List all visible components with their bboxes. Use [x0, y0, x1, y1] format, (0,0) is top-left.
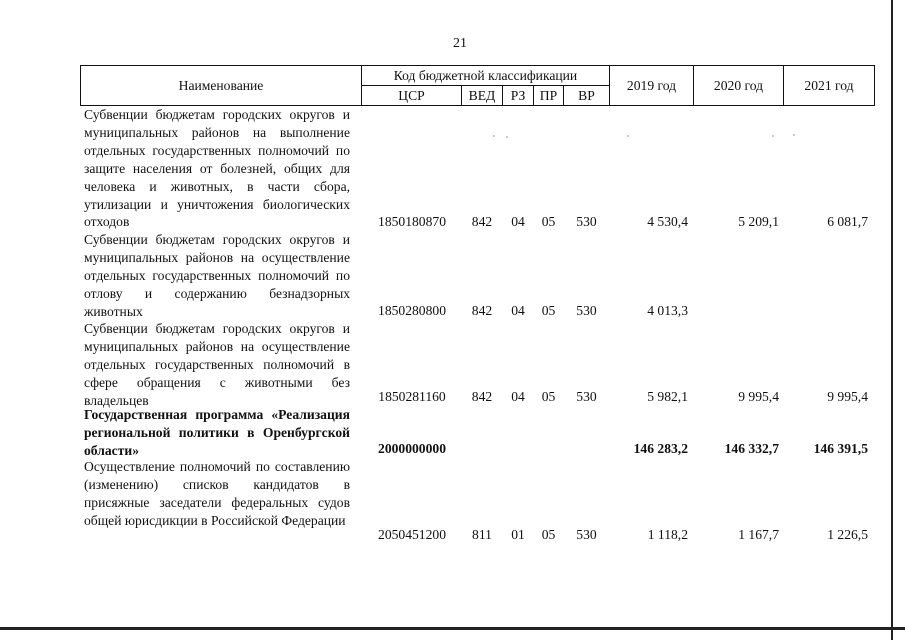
scan-speck	[793, 134, 795, 136]
row-3-pr: 05	[541, 389, 556, 404]
row-1-vr: 530	[576, 214, 597, 229]
row-2-name: Субвенции бюджетам городских округов и муниципальных районов на осуществление отдельных государственных полномочий по отлову и содержанию безнадзорных животных	[84, 232, 350, 319]
row-1-name: Субвенции бюджетам городских округов и муниципальных районов на выполнение отдельных государственных полномочий по защите населения от болезней, общих для человека и животных, в части сбора, утилизации и уничтожения биологических отходов	[84, 107, 350, 230]
header-name	[80, 65, 362, 106]
row-3-2021: 9 995,4	[827, 389, 868, 404]
row-1-2019: 4 530,4	[647, 214, 688, 229]
row-2-csr: 1850280800	[378, 303, 446, 318]
header-name-label: Наименование	[178, 78, 264, 93]
row-1-pr: 05	[541, 214, 556, 229]
header-2020	[693, 65, 784, 106]
row-3-2020: 9 995,4	[738, 389, 779, 404]
row-5-rz: 01	[511, 527, 525, 542]
row-1-2020: 5 209,1	[738, 214, 779, 229]
header-rz: РЗ	[502, 85, 534, 106]
row-4-csr: 2000000000	[378, 441, 446, 456]
header-2021-label: 2021 год	[804, 78, 854, 93]
row-2-pr: 05	[541, 303, 556, 318]
row-3-vr: 530	[576, 389, 597, 404]
row-4-2019: 146 283,2	[633, 441, 688, 456]
header-vr: ВР	[563, 85, 610, 106]
page-number: 21	[453, 36, 467, 51]
row-3-csr: 1850281160	[378, 389, 446, 404]
header-2020-label: 2020 год	[713, 78, 764, 93]
row-5-2019: 1 118,2	[647, 527, 688, 542]
header-pr: ПР	[533, 85, 564, 106]
scan-speck	[493, 135, 495, 137]
row-5-vr: 530	[576, 527, 597, 542]
page-frame-right	[891, 0, 893, 640]
page-frame-bottom	[0, 627, 905, 630]
row-3-2019: 5 982,1	[647, 389, 688, 404]
row-5-name: Осуществление полномочий по составлению (изменению) списков кандидатов в присяжные заседатели федеральных судов общей юрисдикции в Российской Федерации	[84, 459, 350, 528]
row-5-2021: 1 226,5	[827, 527, 868, 542]
row-3-ved: 842	[471, 389, 493, 404]
row-4-name: Государственная программа «Реализация региональной политики в Оренбургской области»	[84, 407, 350, 458]
header-code-group-label: Код бюджетной классификации	[393, 68, 578, 83]
header-ved: ВЕД	[461, 85, 503, 106]
row-5-pr: 05	[541, 527, 556, 542]
row-5-2020: 1 167,7	[738, 527, 779, 542]
row-1-rz: 04	[511, 214, 525, 229]
row-2-rz: 04	[511, 303, 525, 318]
row-3-rz: 04	[511, 389, 525, 404]
header-2019	[609, 65, 694, 106]
row-4-2021: 146 391,5	[813, 441, 868, 456]
row-1-2021: 6 081,7	[827, 214, 868, 229]
header-2021	[783, 65, 875, 106]
scan-speck	[627, 135, 629, 137]
header-csr: ЦСР	[361, 85, 462, 106]
scan-speck	[772, 135, 774, 137]
row-2-ved: 842	[471, 303, 493, 318]
header-code-group	[361, 65, 610, 86]
row-5-ved: 811	[472, 527, 492, 542]
row-4-2020: 146 332,7	[724, 441, 779, 456]
row-1-ved: 842	[471, 214, 493, 229]
row-3-name: Субвенции бюджетам городских округов и муниципальных районов на осуществление отдельных государственных полномочий в сфере обращения с животными без владельцев	[84, 321, 350, 408]
scan-speck	[506, 136, 508, 138]
row-2-2019: 4 013,3	[647, 303, 688, 318]
row-2-vr: 530	[576, 303, 597, 318]
row-5-csr: 2050451200	[378, 527, 446, 542]
header-2019-label: 2019 год	[626, 78, 677, 93]
row-1-csr: 1850180870	[378, 214, 446, 229]
